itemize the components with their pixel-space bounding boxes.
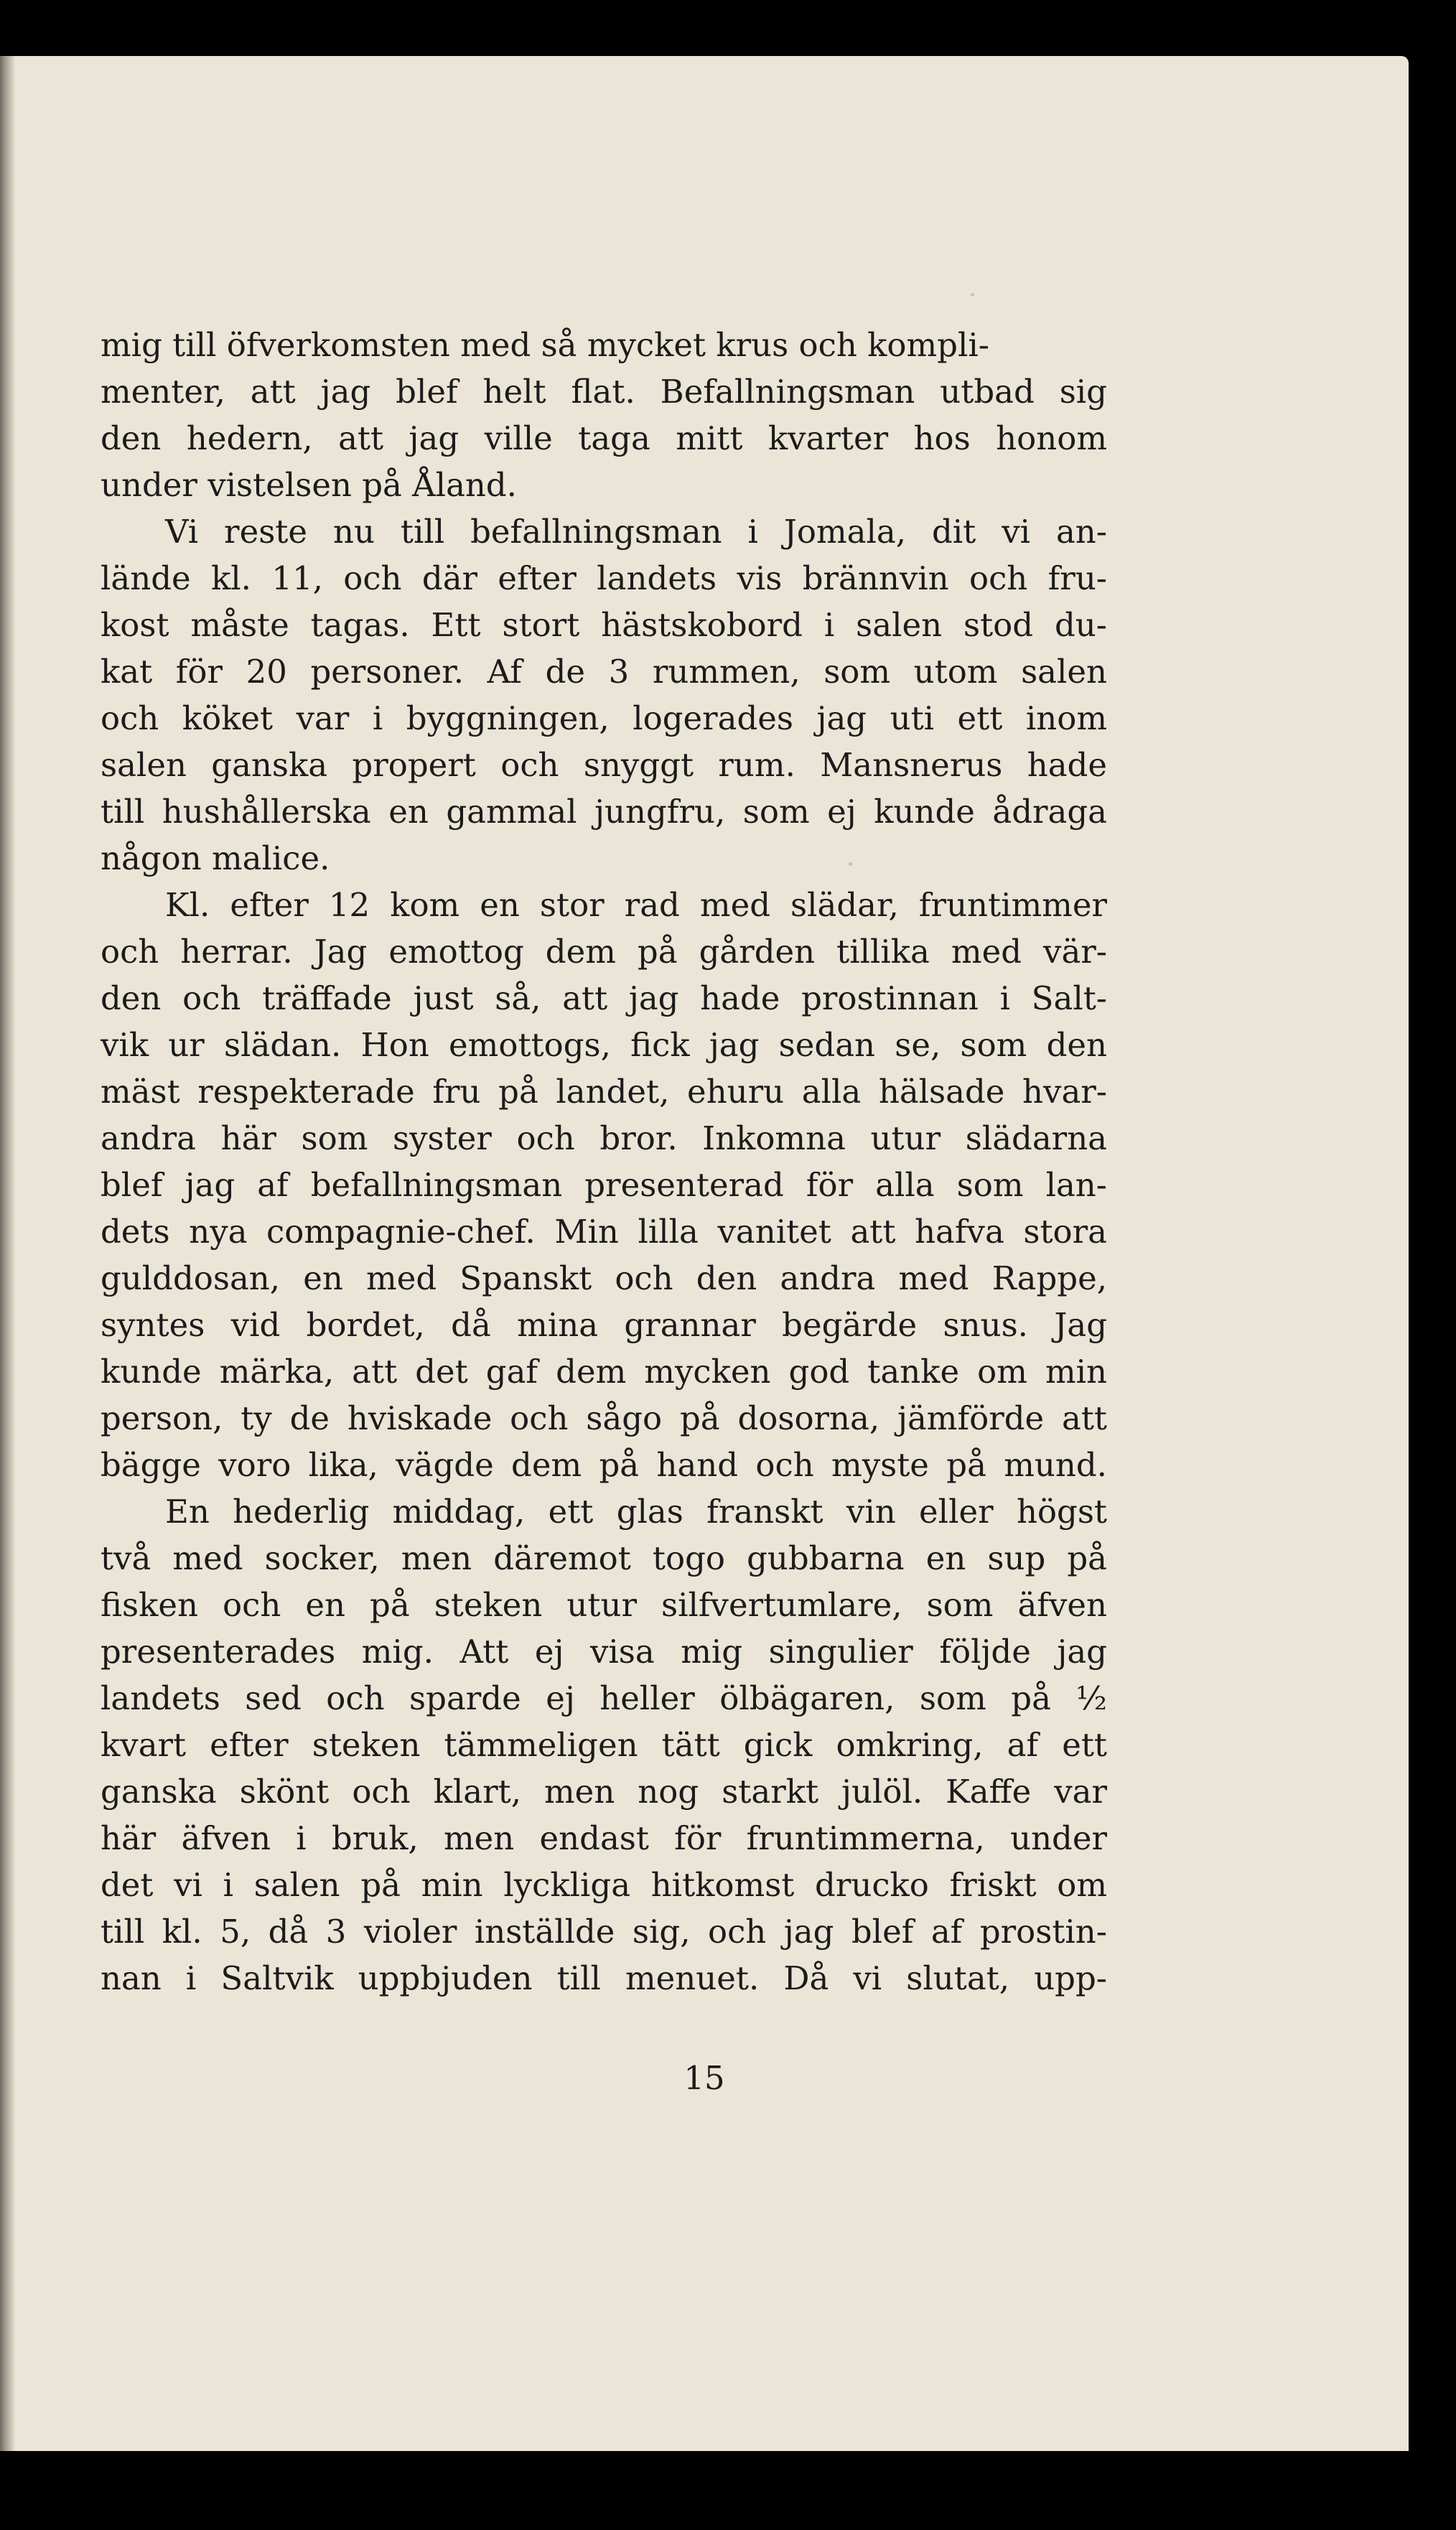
text-line: någon malice. <box>101 839 330 877</box>
page-number: 15 <box>683 2059 725 2097</box>
text-line: dets nya compagnie-chef. Min lilla vanitet att hafva stora <box>101 1213 1107 1251</box>
text-line: och herrar. Jag emottog dem på gården tillika med vär- <box>101 933 1107 971</box>
text-line: blef jag af befallningsman presenterad för alla som lan- <box>101 1166 1107 1204</box>
text-line: till hushållerska en gammal jungfru, som ej kunde ådraga <box>101 793 1107 831</box>
book-page <box>0 56 1409 2451</box>
text-line: En hederlig middag, ett glas franskt vin eller högst <box>165 1493 1107 1531</box>
text-line: Kl. efter 12 kom en stor rad med slädar, fruntimmer <box>165 886 1107 924</box>
text-line: ganska skönt och klart, men nog starkt julöl. Kaffe var <box>101 1773 1107 1811</box>
text-line: den hedern, att jag ville taga mitt kvarter hos honom <box>101 419 1107 457</box>
text-line: och köket var i byggningen, logerades jag uti ett inom <box>101 699 1107 737</box>
text-line: det vi i salen på min lyckliga hitkomst drucko friskt om <box>101 1866 1107 1904</box>
text-line: lände kl. 11, och där efter landets vis brännvin och fru- <box>101 559 1107 597</box>
text-line: vik ur slädan. Hon emottogs, fick jag sedan se, som den <box>101 1026 1107 1064</box>
text-line: under vistelsen på Åland. <box>101 466 517 504</box>
text-line: till kl. 5, då 3 violer inställde sig, och jag blef af prostin- <box>101 1913 1107 1951</box>
text-line: nan i Saltvik uppbjuden till menuet. Då vi slutat, upp- <box>101 1959 1107 1997</box>
text-line: landets sed och sparde ej heller ölbägaren, som på ½ <box>101 1679 1107 1717</box>
text-line: den och träffade just så, att jag hade prostinnan i Salt- <box>101 979 1107 1017</box>
text-line: gulddosan, en med Spanskt och den andra med Rappe, <box>101 1259 1107 1297</box>
text-line: menter, att jag blef helt flat. Befallningsman utbad sig <box>101 373 1107 411</box>
text-line: kunde märka, att det gaf dem mycken god tanke om min <box>101 1353 1107 1391</box>
body-text <box>101 322 1107 2002</box>
text-line: kost måste tagas. Ett stort hästskobord i salen stod du- <box>101 606 1107 644</box>
text-line: kvart efter steken tämmeligen tätt gick omkring, af ett <box>101 1726 1107 1764</box>
text-line: Vi reste nu till befallningsman i Jomala, dit vi an- <box>165 513 1107 551</box>
text-line: mäst respekterade fru på landet, ehuru alla hälsade hvar- <box>101 1073 1107 1111</box>
text-line: kat för 20 personer. Af de 3 rummen, som utom salen <box>101 653 1107 691</box>
text-line: syntes vid bordet, då mina grannar begärde snus. Jag <box>101 1306 1107 1344</box>
text-line: person, ty de hviskade och sågo på dosorna, jämförde att <box>101 1399 1107 1437</box>
text-line: fisken och en på steken utur silfvertumlare, som äfven <box>101 1586 1107 1624</box>
text-line: bägge voro lika, vägde dem på hand och myste på mund. <box>101 1446 1107 1484</box>
text-line: mig till öfverkomsten med så mycket krus och kompli- <box>101 326 989 364</box>
text-line: andra här som syster och bror. Inkomna utur slädarna <box>101 1119 1107 1157</box>
text-line: salen ganska propert och snyggt rum. Mansnerus hade <box>101 746 1107 784</box>
text-line: här äfven i bruk, men endast för fruntimmerna, under <box>101 1819 1107 1857</box>
paper-speck <box>971 293 974 297</box>
text-line: två med socker, men däremot togo gubbarna en sup på <box>101 1539 1107 1577</box>
text-line: presenterades mig. Att ej visa mig singulier följde jag <box>101 1633 1107 1671</box>
